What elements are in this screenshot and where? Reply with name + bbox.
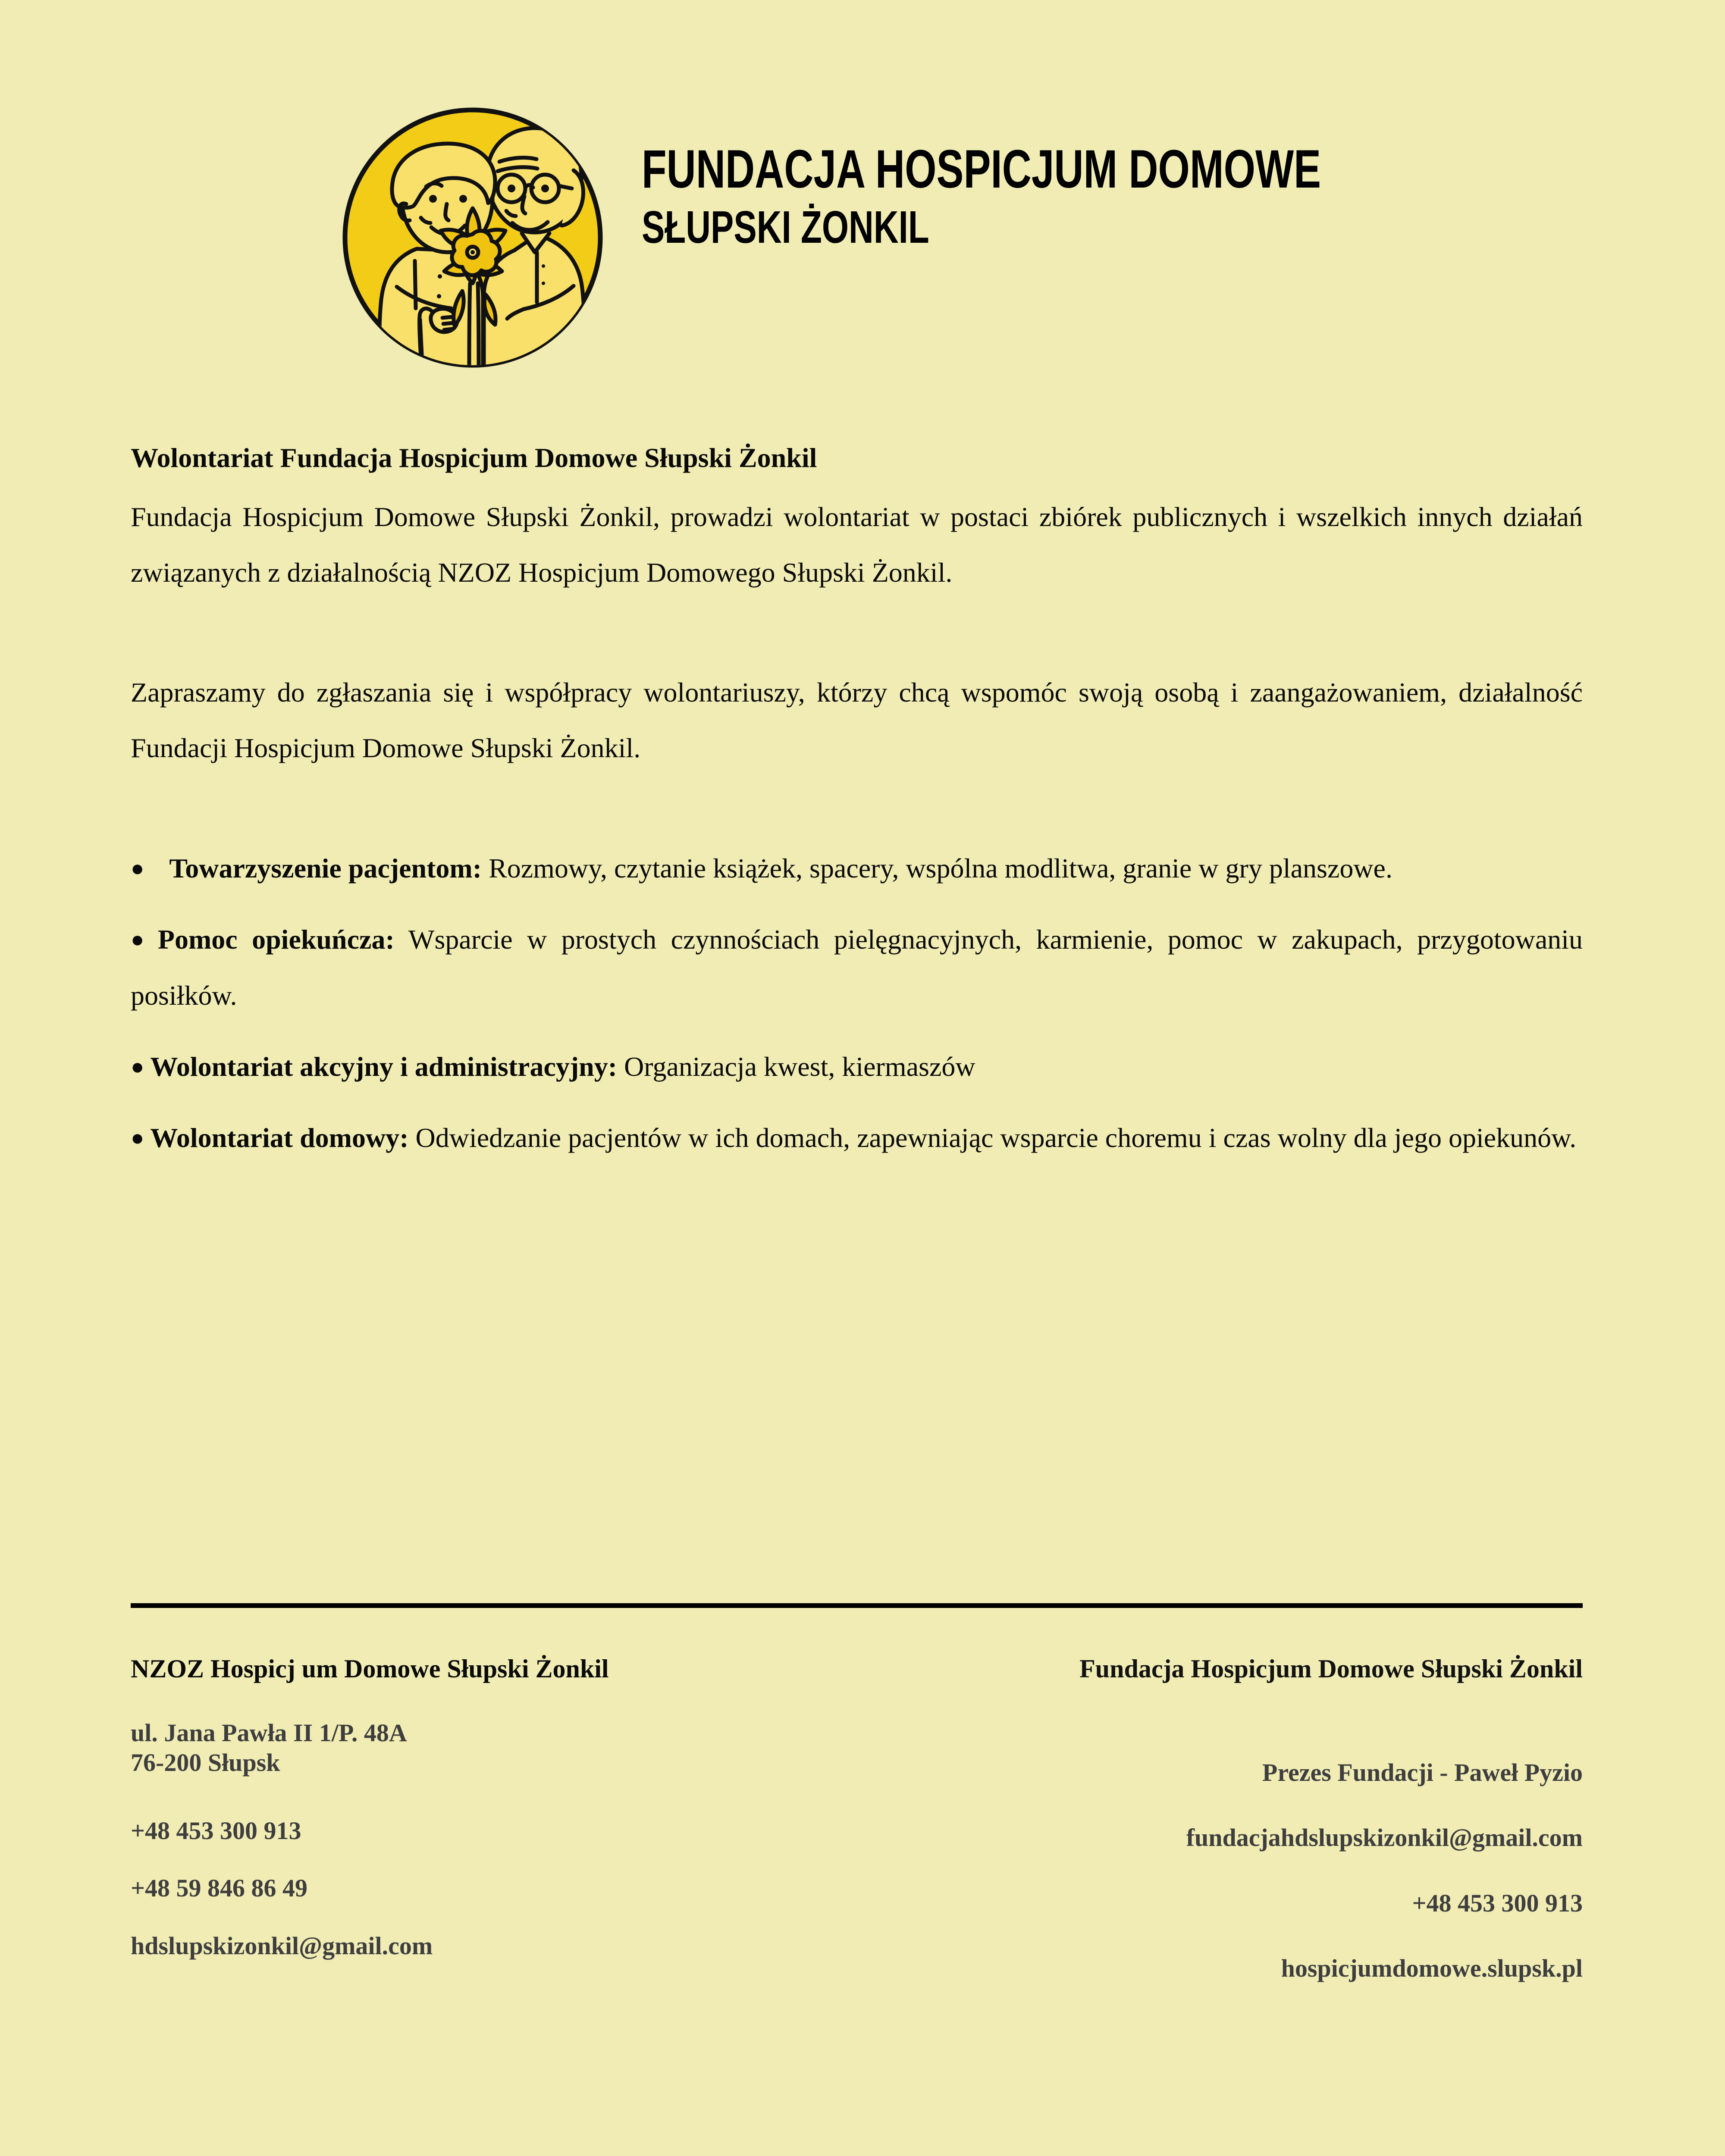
phone-primary[interactable]: +48 453 300 913 [131, 1816, 301, 1845]
footer-column-nzoz [131, 1656, 821, 1990]
brand-title-line1: FUNDACJA HOSPICJUM DOMOWE [642, 139, 1321, 200]
list-item-description: Organizacja kwest, kiermaszów [617, 1051, 975, 1082]
list-item [131, 840, 1583, 896]
brand-title-block [642, 139, 1590, 253]
email-nzoz[interactable]: hdslupskizonkil@gmail.com [131, 1931, 433, 1960]
footer-divider [131, 1603, 1583, 1608]
list-item-description: Rozmowy, czytanie książek, spacery, wspólna modlitwa, granie w gry planszowe. [482, 853, 1393, 884]
page-title: Wolontariat Fundacja Hospicjum Domowe Słupski Żonkil [131, 442, 817, 473]
list-item [131, 912, 1583, 1023]
bullet-icon: ● [131, 1125, 144, 1150]
brand-header [131, 86, 1583, 379]
email-fundacja[interactable]: fundacjahdslupskizonkil@gmail.com [1186, 1824, 1583, 1852]
footer-heading-nzoz: NZOZ Hospicj um Domowe Słupski Żonkil [131, 1655, 609, 1683]
president-name: Prezes Fundacji - Paweł Pyzio [1262, 1758, 1583, 1786]
list-item-label: Pomoc opiekuńcza: [157, 924, 395, 955]
list-item [131, 1110, 1583, 1166]
volunteer-roles-list [131, 840, 1583, 1166]
footer-heading-fundacja: Fundacja Hospicjum Domowe Słupski Żonkil [1079, 1655, 1583, 1683]
document-body [131, 444, 1583, 1181]
list-item-label: Wolontariat akcyjny i administracyjny: [150, 1051, 618, 1082]
address-line-2: 76-200 Słupsk [131, 1749, 280, 1777]
contact-footer [131, 1656, 1583, 2021]
phone-fundacja[interactable]: +48 453 300 913 [1412, 1889, 1583, 1917]
bullet-icon: ● [131, 1054, 144, 1079]
list-item-label: Wolontariat domowy: [150, 1122, 409, 1153]
bullet-icon: ● [131, 928, 152, 953]
paragraph-invitation: Zapraszamy do zgłaszania się i współpracy wolontariuszy, którzy chcą wspomóc swoją osobą i zaangażowaniem, działalność Fundacji Hospicjum Domowe Słupski Żonkil. [131, 677, 1583, 763]
paragraph-intro: Fundacja Hospicjum Domowe Słupski Żonkil, prowadzi wolontariat w postaci zbiórek publicznych i wszelkich innych działań związanych z działalnością NZOZ Hospicjum Domowego Słupski Żonkil. [131, 501, 1583, 588]
list-item-description: Odwiedzanie pacjentów w ich domach, zapewniając wsparcie choremu i czas wolny dla jego opiekunów. [408, 1122, 1577, 1153]
address-line-1: ul. Jana Pawła II 1/P. 48A [131, 1719, 407, 1747]
foundation-logo-icon [341, 106, 605, 370]
list-item-label: Towarzyszenie pacjentom: [169, 853, 482, 884]
phone-secondary[interactable]: +48 59 846 86 49 [131, 1874, 308, 1902]
footer-column-fundacja [858, 1656, 1583, 2021]
list-item [131, 1039, 1583, 1094]
list-item-description: Wsparcie w prostych czynnościach pielęgnacyjnych, karmienie, pomoc w zakupach, przygotowaniu posiłków. [131, 924, 1583, 1011]
website-link[interactable]: hospicjumdomowe.slupsk.pl [1281, 1954, 1583, 1983]
bullet-icon: ● [131, 856, 144, 881]
brand-title-line2: SŁUPSKI ŻONKIL [642, 201, 929, 253]
